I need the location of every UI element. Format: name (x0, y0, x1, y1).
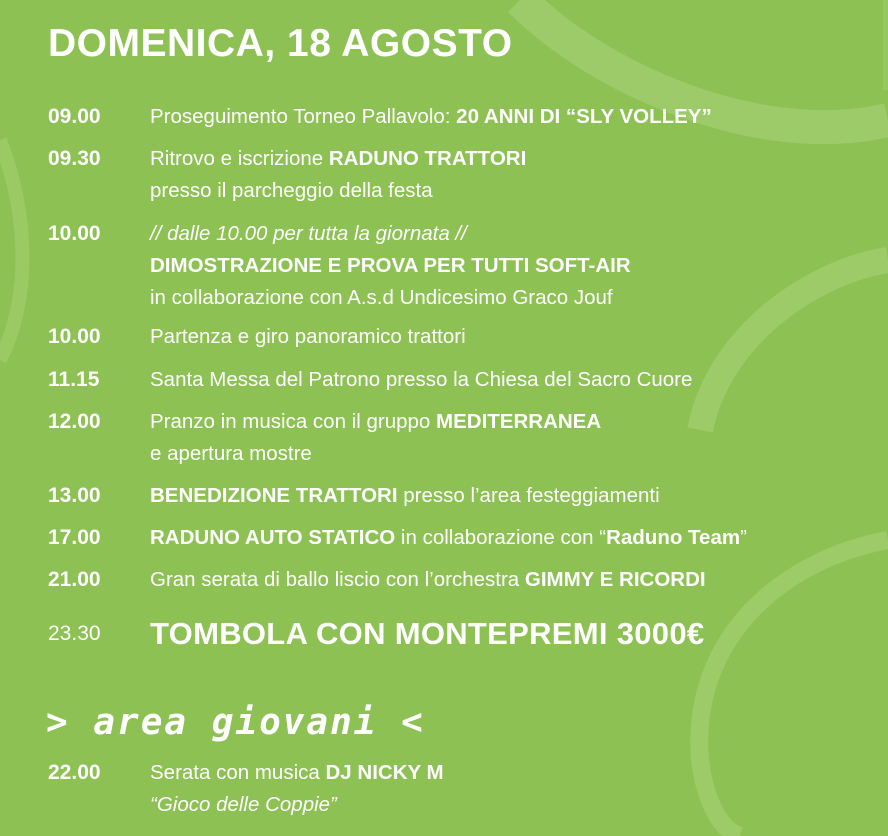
event-description-line (150, 757, 444, 789)
event-time: 23.30 (48, 622, 101, 645)
event-text: presso il parcheggio della festa (150, 179, 433, 202)
highlight-text: GIMMY E RICORDI (524, 568, 706, 591)
event-description-line (150, 564, 706, 596)
event-description (150, 364, 692, 396)
event-description (150, 406, 601, 470)
event-description-line (150, 143, 526, 175)
event-description (150, 757, 444, 821)
event-description-line (150, 480, 660, 512)
highlight-text: RADUNO TRATTORI (328, 147, 527, 170)
event-time: 17.00 (48, 526, 101, 549)
event-time: 21.00 (48, 568, 101, 591)
highlight-text: DIMOSTRAZIONE E PROVA PER TUTTI SOFT-AIR (150, 254, 631, 277)
event-description-line (150, 101, 712, 133)
event-text: in collaborazione con “ (395, 526, 607, 549)
event-description (150, 522, 747, 554)
event-text: Gran serata di ballo liscio con l’orchestra (150, 568, 525, 591)
event-description-line (150, 218, 631, 250)
event-text: Proseguimento Torneo Pallavolo: (150, 105, 457, 128)
event-text: e apertura mostre (150, 442, 312, 465)
event-description-line (150, 282, 631, 314)
event-description (150, 610, 704, 658)
event-description-line (150, 321, 466, 353)
highlight-text: 20 ANNI DI “SLY VOLLEY” (456, 105, 712, 128)
event-time: 12.00 (48, 410, 101, 433)
section-title-area-giovani: > area giovani < (46, 702, 425, 743)
event-text: in collaborazione con A.s.d Undicesimo Graco Jouf (150, 286, 613, 309)
event-text: Partenza e giro panoramico trattori (150, 325, 466, 348)
event-time: 11.15 (48, 368, 100, 391)
event-time: 09.30 (48, 147, 101, 170)
event-description-line (150, 406, 601, 438)
event-time: 22.00 (48, 761, 101, 784)
event-description (150, 143, 526, 207)
event-text: Santa Messa del Patrono presso la Chiesa del Sacro Cuore (150, 368, 693, 391)
event-description (150, 564, 706, 596)
highlight-text: DJ NICKY M (325, 761, 444, 784)
event-text: Serata con musica (150, 761, 326, 784)
event-description-line (150, 610, 704, 658)
event-description-line (150, 250, 631, 282)
highlight-text: BENEDIZIONE TRATTORI (150, 484, 398, 507)
event-description-line (150, 175, 526, 207)
event-text: ” (740, 526, 747, 549)
event-description-line (150, 789, 444, 821)
italic-note: // dalle 10.00 per tutta la giornata // (150, 222, 467, 245)
highlight-text: MEDITERRANEA (436, 410, 602, 433)
event-description (150, 218, 631, 314)
event-description (150, 321, 466, 353)
event-description-line (150, 364, 692, 396)
event-time: 09.00 (48, 105, 101, 128)
event-description-line (150, 438, 601, 470)
event-description (150, 101, 712, 133)
event-time: 13.00 (48, 484, 101, 507)
page-title: DOMENICA, 18 AGOSTO (48, 22, 513, 65)
highlight-text: RADUNO AUTO STATICO (150, 526, 396, 549)
event-text: presso l’area festeggiamenti (397, 484, 660, 507)
highlight-text: Raduno Team (606, 526, 741, 549)
event-time: 10.00 (48, 222, 101, 245)
highlight-text: TOMBOLA CON MONTEPREMI 3000€ (150, 616, 705, 651)
event-description (150, 480, 660, 512)
event-text: Ritrovo e iscrizione (150, 147, 329, 170)
event-description-line (150, 522, 747, 554)
event-text: Pranzo in musica con il gruppo (150, 410, 437, 433)
event-time: 10.00 (48, 325, 101, 348)
italic-note: “Gioco delle Coppie” (150, 793, 337, 816)
